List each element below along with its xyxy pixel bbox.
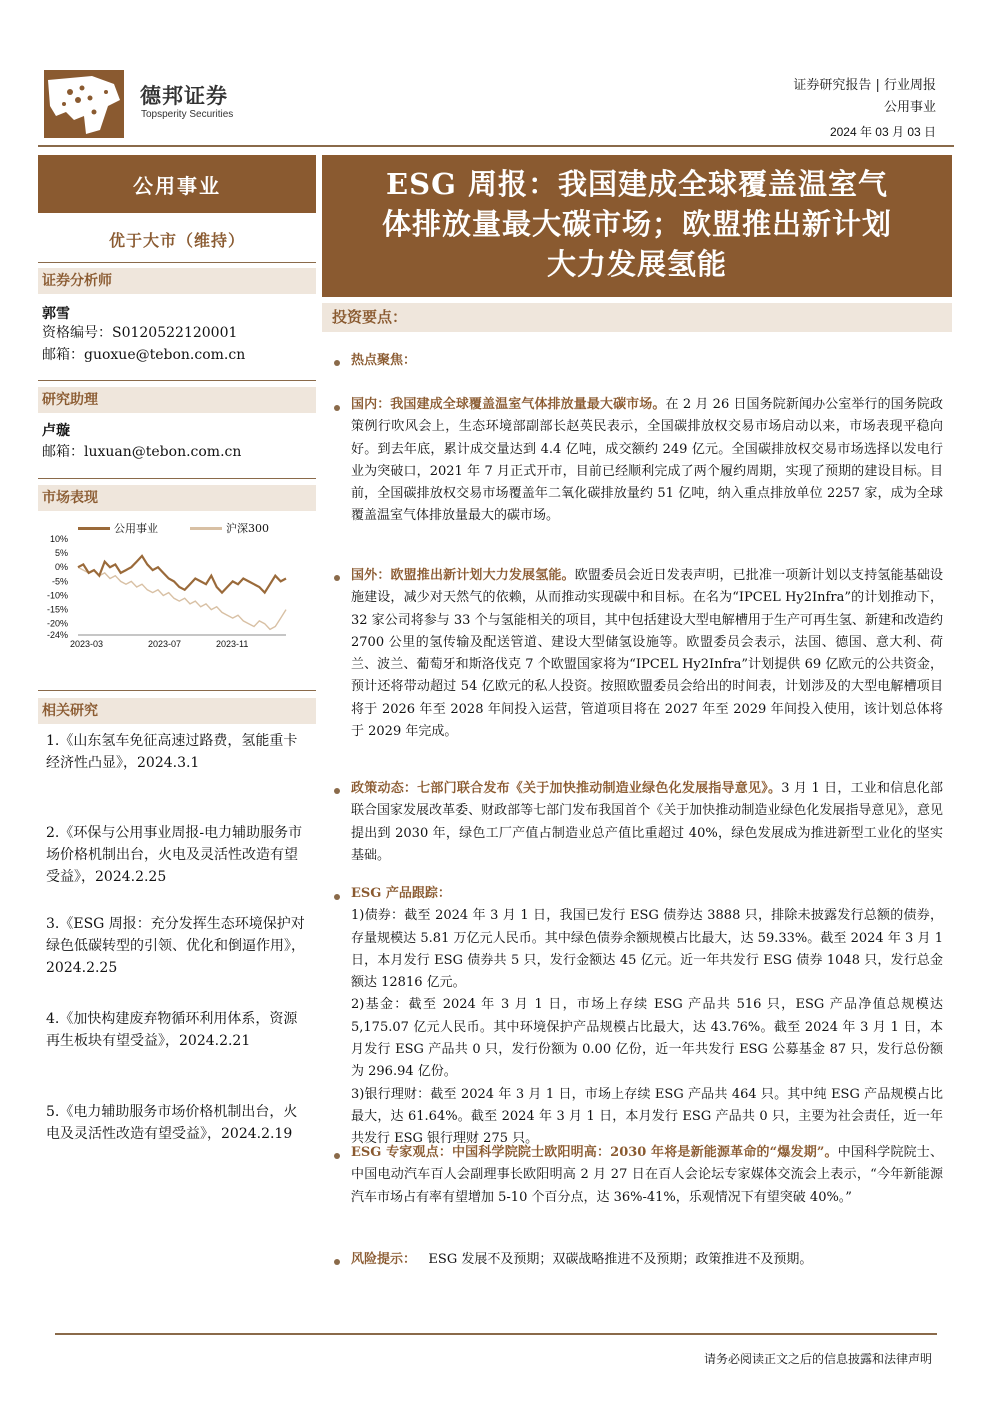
y-tick-label: -10% [46, 590, 68, 601]
report-type: 证券研究报告 | 行业周报 [793, 78, 936, 93]
related-report-5[interactable]: 5.《电力辅助服务市场价格机制出台，火电及灵活性改造有望受益》，2024.2.19 [46, 1104, 298, 1142]
title-line: ESG 周报：我国建成全球覆盖温室气 [386, 167, 888, 201]
market-performance-chart [38, 533, 316, 658]
analyst-section-head: 证券分析师 [38, 268, 316, 294]
related-report-2[interactable]: 2.《环保与公用事业周报-电力辅助服务市场价格机制出台，火电及灵活性改造有望受益》，2024.2.25 [46, 825, 303, 885]
related-section-head: 相关研究 [38, 698, 316, 724]
brand-english-name: Topsperity Securities [141, 109, 234, 120]
series-line-utility [78, 556, 286, 593]
sidebar-divider [38, 690, 316, 691]
header-divider [38, 145, 954, 147]
legend-label: 公用事业 [114, 522, 158, 535]
bullet [334, 1153, 340, 1159]
company-logo [44, 70, 124, 138]
legend-swatch [78, 527, 110, 530]
sidebar-divider [38, 380, 316, 381]
market-section-head: 市场表现 [38, 485, 316, 511]
footer-divider [55, 1333, 937, 1335]
assistant-section-head: 研究助理 [38, 387, 316, 413]
hot-topics-label [351, 350, 943, 372]
legend-swatch [190, 527, 222, 530]
paragraph-body: 欧盟委员会近日发表声明，已批准一项新计划以支持氢能基础设施建设，减少对天然气的依赖，从而推动实现碳中和目标。在名为“IPCEL Hy2Infra”的计划推动下，32 家公司将参与 33 个与氢能相关的项目，其中包括建设大型电解槽用于生产可再生氢、新建和改造约 2700 公里的氢传输及配送管道、建设大型储氢设施等。欧盟委员会表示，法国、德国、意大利、荷兰、波兰、葡萄牙和斯洛伐克 7 个欧盟国家将为“IPCEL Hy2Infra”计划提供 69 亿欧元的公共资金，预计还将带动超过 54 亿欧元的私人投资。按照欧盟委员会给出的时间表，计划涉及的大型电解槽项目将于 2026 年至 2028 年间投入运营，管道项目将在 2027 年至 2029 年间投入使用，该计划总体将于 2029 年完成。 [351, 568, 943, 740]
paragraph-foreign [351, 565, 943, 743]
bullet [334, 788, 340, 794]
related-report-1[interactable]: 1.《山东氢车免征高速过路费，氢能重卡经济性凸显》，2024.3.1 [46, 733, 298, 771]
bond-tracking: 1)债券：截至 2024 年 3 月 1 日，我国已发行 ESG 债券达 3888 只，排除未披露发行总额的债券，存量规模达 5.81 万亿元人民币。其中绿色债券余额规模占比最大，达 59.33%。截至 2024 年 3 月 1 日，本月发行 ESG 债券共 5 只，发行金额达 45 亿元。近一年共发行 ESG 债券 1048 只，发行总金额达 12816 亿元。 [351, 908, 944, 991]
paragraph-heading: ESG 产品跟踪： [351, 886, 451, 901]
paragraph-heading: 国外：欧盟推出新计划大力发展氢能。 [351, 568, 575, 583]
x-tick-label: 2023-11 [216, 639, 249, 649]
y-tick-label: 0% [54, 562, 68, 573]
sector-title: 公用事业 [38, 155, 316, 213]
header-sector: 公用事业 [883, 100, 936, 115]
rating: 优于大市（维持） [108, 231, 245, 250]
report-date: 2024 年 03 月 03 日 [829, 125, 936, 139]
assistant-email[interactable]: 邮箱：luxuan@tebon.com.cn [42, 444, 242, 460]
fund-tracking: 2)基金：截至 2024 年 3 月 1 日，市场上存续 ESG 产品共 516 只，ESG 产品净值总规模达 5,175.07 亿元人民币。其中环境保护产品规模占比最大，达 43.76%。截至 2024 年 3 月 1 日，本月发行 ESG 产品共 0 只，发行份额为 0.00 亿份，近一年共发行 ESG 公募基金 87 只，发行总份额为 296.94 亿份。 [351, 997, 943, 1080]
legend-label: 沪深300 [226, 522, 269, 535]
paragraph-expert [351, 1142, 943, 1209]
paragraph-body: 中国科学院院士、中国电动汽车百人会副理事长欧阳明高 2 月 27 日在百人会论坛专家媒体交流会上表示，“今年新能源汽车市场占有率有望增加 5-10 个百分点，达 36%-41%，乐观情况下有望突破 40%。” [351, 1145, 943, 1205]
y-tick-label: 5% [54, 548, 68, 559]
title-line: 大力发展氢能 [546, 247, 727, 281]
paragraph-body: 3 月 1 日，工业和信息化部联合国家发展改革委、财政部等七部门发布我国首个《关于加快推动制造业绿色化发展指导意见》，意见提出到 2030 年，绿色工厂产值占制造业总产值比重超过 40%，绿色发展成为推进新型工业化的坚实基础。 [351, 781, 943, 863]
analyst-name: 郭雪 [42, 306, 70, 322]
paragraph-heading: ESG 专家观点：中国科学院院士欧阳明高：2030 年将是新能源革命的“爆发期”。 [351, 1145, 838, 1160]
paragraph-heading: 政策动态：七部门联合发布《关于加快推动制造业绿色化发展指导意见》。 [351, 781, 782, 796]
y-tick-label: -5% [51, 576, 68, 587]
sidebar-divider [38, 262, 316, 263]
series-line-hs300 [78, 567, 286, 629]
x-tick-label: 2023-07 [148, 639, 182, 649]
paragraph-heading: 风险提示： [351, 1252, 417, 1267]
y-tick-label: -15% [46, 604, 68, 615]
bullet [334, 894, 340, 900]
paragraph-policy [351, 778, 943, 867]
bullet [334, 1259, 340, 1265]
paragraph-risk [351, 1249, 943, 1271]
y-tick-label: -20% [46, 618, 68, 629]
related-report-3[interactable]: 3.《ESG 周报：充分发挥生态环境保护对绿色低碳转型的引领、优化和倒逼作用》，2024.2.25 [46, 916, 305, 976]
paragraph-heading: 国内：我国建成全球覆盖温室气体排放量最大碳市场。 [351, 397, 666, 412]
sidebar-divider [38, 478, 316, 479]
title-line: 体排放量最大碳市场；欧盟推出新计划 [381, 207, 892, 241]
paragraph-body: ESG 发展不及预期；双碳战略推进不及预期；政策推进不及预期。 [428, 1252, 813, 1267]
y-tick-label: -24% [46, 630, 68, 640]
x-tick-label: 2023-03 [70, 639, 104, 649]
wealth-tracking: 3)银行理财：截至 2024 年 3 月 1 日，市场上存续 ESG 产品共 464 只。其中纯 ESG 产品规模占比最大，达 61.64%。截至 2024 年 3 月 1 日，本月发行 ESG 产品共 0 只，主要为社会责任，近一年共发行 ESG 银行理财 275 只。 [351, 1086, 943, 1147]
investment-highlights-head: 投资要点： [322, 303, 952, 332]
assistant-name: 卢璇 [42, 423, 70, 439]
footer-disclaimer: 请务必阅读正文之后的信息披露和法律声明 [703, 1352, 932, 1366]
analyst-email[interactable]: 邮箱：guoxue@tebon.com.cn [42, 347, 246, 363]
related-report-4[interactable]: 4.《加快构建废弃物循环利用体系，资源再生板块有望受益》，2024.2.21 [46, 1011, 298, 1049]
paragraph-body: 在 2 月 26 日国务院新闻办公室举行的国务院政策例行吹风会上，生态环境部副部长赵英民表示，全国碳排放权交易市场启动以来，市场表现平稳向好。到去年底，累计成交量达到 4.4 亿吨，成交额约 249 亿元。全国碳排放权交易市场选择以发电行业为突破口，2021 年 7 月正式开市，目前已经顺利完成了两个履约周期，实现了预期的建设目标。目前，全国碳排放权交易市场覆盖年二氧化碳排放量约 51 亿吨，纳入重点排放单位 2257 家，成为全球覆盖温室气体排放量最大的碳市场。 [351, 397, 943, 524]
bullet [334, 405, 340, 411]
report-title [322, 155, 952, 297]
bullet [334, 575, 340, 581]
y-tick-label: 10% [49, 534, 68, 544]
bullet [334, 360, 340, 366]
paragraph-domestic [351, 394, 943, 528]
section-label: 热点聚焦： [351, 353, 417, 368]
paragraph-esg-products [351, 883, 943, 1151]
brand-name: 德邦证券 [140, 84, 228, 108]
analyst-cert: 资格编号：S0120522120001 [42, 325, 238, 341]
